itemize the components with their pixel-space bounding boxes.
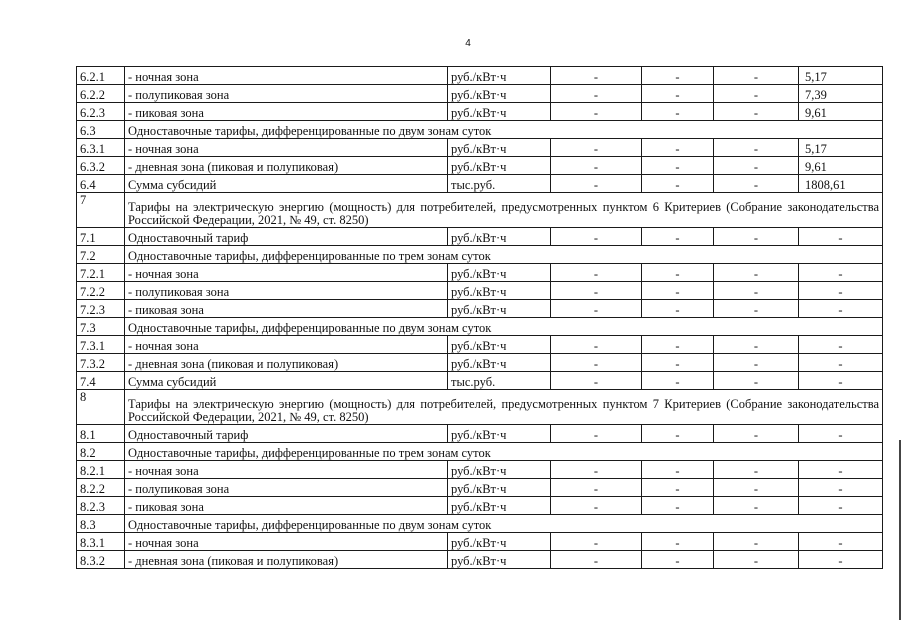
value-cell: - — [551, 85, 642, 103]
row-name: - дневная зона (пиковая и полупиковая) — [125, 551, 448, 569]
unit-cell: руб./кВт·ч — [448, 551, 551, 569]
value-cell: - — [642, 175, 714, 193]
value-cell: - — [551, 533, 642, 551]
table-row — [77, 336, 883, 354]
row-number: 7.1 — [77, 228, 125, 246]
value-cell: - — [714, 479, 799, 497]
row-number: 8.1 — [77, 425, 125, 443]
section-row — [77, 121, 883, 139]
value-cell: - — [551, 228, 642, 246]
row-number: 6.3.2 — [77, 157, 125, 175]
value-cell: - — [714, 300, 799, 318]
row-number: 8.2.3 — [77, 497, 125, 515]
value-cell: - — [799, 497, 883, 515]
value-cell: - — [714, 336, 799, 354]
value-cell: - — [714, 85, 799, 103]
value-cell: - — [714, 264, 799, 282]
value-cell: - — [799, 354, 883, 372]
table-row — [77, 372, 883, 390]
table-row — [77, 479, 883, 497]
value-cell: - — [551, 372, 642, 390]
value-cell: - — [551, 497, 642, 515]
table-row — [77, 551, 883, 569]
value-cell: - — [551, 103, 642, 121]
value-cell: - — [799, 300, 883, 318]
value-cell: - — [551, 157, 642, 175]
value-cell: 5,17 — [799, 67, 883, 85]
row-number: 7.2.2 — [77, 282, 125, 300]
row-name: - полупиковая зона — [125, 282, 448, 300]
value-cell: - — [551, 336, 642, 354]
row-number: 7.2.1 — [77, 264, 125, 282]
row-number: 6.2.1 — [77, 67, 125, 85]
row-number: 7.3.2 — [77, 354, 125, 372]
value-cell: - — [799, 264, 883, 282]
row-number: 8.2.2 — [77, 479, 125, 497]
section-row — [77, 390, 883, 425]
value-cell: - — [714, 461, 799, 479]
row-name: - ночная зона — [125, 533, 448, 551]
value-cell: - — [642, 372, 714, 390]
table-row — [77, 425, 883, 443]
value-cell: - — [799, 372, 883, 390]
unit-cell: руб./кВт·ч — [448, 103, 551, 121]
table-row — [77, 228, 883, 246]
unit-cell: тыс.руб. — [448, 175, 551, 193]
section-title: Одноставочные тарифы, дифференцированные по двум зонам суток — [125, 515, 883, 533]
value-cell: 9,61 — [799, 157, 883, 175]
row-number: 6.3 — [77, 121, 125, 139]
unit-cell: руб./кВт·ч — [448, 533, 551, 551]
value-cell: - — [714, 497, 799, 515]
value-cell: - — [799, 533, 883, 551]
value-cell: - — [714, 139, 799, 157]
value-cell: 9,61 — [799, 103, 883, 121]
section-title: Тарифы на электрическую энергию (мощность) для потребителей, предусмотренных пунктом 6 Критериев (Собрание законодательства Российской Федерации, 2021, № 49, ст. 8250) — [125, 193, 883, 228]
value-cell: - — [642, 67, 714, 85]
value-cell: - — [642, 497, 714, 515]
row-number: 8.3 — [77, 515, 125, 533]
table-row — [77, 533, 883, 551]
value-cell: - — [551, 139, 642, 157]
row-name: - ночная зона — [125, 139, 448, 157]
value-cell: - — [551, 551, 642, 569]
table-row — [77, 264, 883, 282]
row-number: 6.4 — [77, 175, 125, 193]
unit-cell: руб./кВт·ч — [448, 85, 551, 103]
table-row — [77, 497, 883, 515]
row-name: Одноставочный тариф — [125, 425, 448, 443]
unit-cell: руб./кВт·ч — [448, 497, 551, 515]
section-title: Одноставочные тарифы, дифференцированные по трем зонам суток — [125, 246, 883, 264]
value-cell: - — [551, 354, 642, 372]
row-number: 8.3.1 — [77, 533, 125, 551]
value-cell: - — [642, 461, 714, 479]
unit-cell: руб./кВт·ч — [448, 67, 551, 85]
row-name: - ночная зона — [125, 264, 448, 282]
unit-cell: руб./кВт·ч — [448, 282, 551, 300]
value-cell: - — [642, 282, 714, 300]
value-cell: - — [642, 479, 714, 497]
unit-cell: руб./кВт·ч — [448, 425, 551, 443]
value-cell: - — [714, 551, 799, 569]
value-cell: - — [714, 354, 799, 372]
row-number: 8.3.2 — [77, 551, 125, 569]
value-cell: - — [799, 425, 883, 443]
row-name: Сумма субсидий — [125, 175, 448, 193]
row-name: Одноставочный тариф — [125, 228, 448, 246]
value-cell: - — [799, 282, 883, 300]
value-cell: - — [551, 300, 642, 318]
value-cell: - — [551, 461, 642, 479]
table-row — [77, 85, 883, 103]
page-number: 4 — [465, 38, 471, 49]
row-number: 7.3 — [77, 318, 125, 336]
value-cell: - — [714, 425, 799, 443]
value-cell: - — [551, 264, 642, 282]
value-cell: 1808,61 — [799, 175, 883, 193]
unit-cell: тыс.руб. — [448, 372, 551, 390]
value-cell: - — [642, 533, 714, 551]
section-title: Одноставочные тарифы, дифференцированные по двум зонам суток — [125, 318, 883, 336]
value-cell: - — [642, 354, 714, 372]
section-row — [77, 443, 883, 461]
row-number: 8.2.1 — [77, 461, 125, 479]
row-number: 6.2.3 — [77, 103, 125, 121]
row-name: - дневная зона (пиковая и полупиковая) — [125, 354, 448, 372]
row-number: 7 — [77, 193, 125, 228]
unit-cell: руб./кВт·ч — [448, 479, 551, 497]
row-number: 8.2 — [77, 443, 125, 461]
table-row — [77, 354, 883, 372]
value-cell: 7,39 — [799, 85, 883, 103]
row-name: - полупиковая зона — [125, 479, 448, 497]
row-number: 7.4 — [77, 372, 125, 390]
value-cell: - — [551, 425, 642, 443]
table-row — [77, 139, 883, 157]
section-row — [77, 193, 883, 228]
row-name: - полупиковая зона — [125, 85, 448, 103]
value-cell: - — [551, 67, 642, 85]
scan-edge-mark — [899, 440, 901, 620]
row-name: - ночная зона — [125, 461, 448, 479]
row-name: - пиковая зона — [125, 497, 448, 515]
row-name: - ночная зона — [125, 67, 448, 85]
value-cell: - — [551, 479, 642, 497]
unit-cell: руб./кВт·ч — [448, 228, 551, 246]
value-cell: - — [799, 461, 883, 479]
row-number: 7.2.3 — [77, 300, 125, 318]
unit-cell: руб./кВт·ч — [448, 157, 551, 175]
row-number: 6.2.2 — [77, 85, 125, 103]
value-cell: - — [799, 336, 883, 354]
section-row — [77, 246, 883, 264]
unit-cell: руб./кВт·ч — [448, 264, 551, 282]
table-row — [77, 175, 883, 193]
row-number: 8 — [77, 390, 125, 425]
value-cell: - — [714, 282, 799, 300]
row-name: - пиковая зона — [125, 300, 448, 318]
row-name: - пиковая зона — [125, 103, 448, 121]
row-name: Сумма субсидий — [125, 372, 448, 390]
value-cell: 5,17 — [799, 139, 883, 157]
section-row — [77, 318, 883, 336]
section-row — [77, 515, 883, 533]
section-title: Одноставочные тарифы, дифференцированные по трем зонам суток — [125, 443, 883, 461]
unit-cell: руб./кВт·ч — [448, 354, 551, 372]
value-cell: - — [642, 139, 714, 157]
row-number: 6.3.1 — [77, 139, 125, 157]
table-row — [77, 103, 883, 121]
row-name: - ночная зона — [125, 336, 448, 354]
unit-cell: руб./кВт·ч — [448, 300, 551, 318]
value-cell: - — [642, 551, 714, 569]
value-cell: - — [799, 479, 883, 497]
unit-cell: руб./кВт·ч — [448, 461, 551, 479]
value-cell: - — [714, 157, 799, 175]
value-cell: - — [714, 533, 799, 551]
value-cell: - — [714, 372, 799, 390]
value-cell: - — [714, 228, 799, 246]
row-number: 7.3.1 — [77, 336, 125, 354]
section-title: Одноставочные тарифы, дифференцированные по двум зонам суток — [125, 121, 883, 139]
row-number: 7.2 — [77, 246, 125, 264]
value-cell: - — [642, 425, 714, 443]
value-cell: - — [551, 282, 642, 300]
section-title: Тарифы на электрическую энергию (мощность) для потребителей, предусмотренных пунктом 7 Критериев (Собрание законодательства Российской Федерации, 2021, № 49, ст. 8250) — [125, 390, 883, 425]
value-cell: - — [551, 175, 642, 193]
value-cell: - — [799, 228, 883, 246]
table-row — [77, 461, 883, 479]
value-cell: - — [642, 336, 714, 354]
value-cell: - — [642, 264, 714, 282]
unit-cell: руб./кВт·ч — [448, 139, 551, 157]
tariff-table — [76, 66, 883, 569]
value-cell: - — [642, 85, 714, 103]
value-cell: - — [642, 228, 714, 246]
value-cell: - — [642, 300, 714, 318]
value-cell: - — [714, 67, 799, 85]
row-name: - дневная зона (пиковая и полупиковая) — [125, 157, 448, 175]
table-row — [77, 67, 883, 85]
value-cell: - — [714, 175, 799, 193]
value-cell: - — [642, 103, 714, 121]
table-row — [77, 300, 883, 318]
unit-cell: руб./кВт·ч — [448, 336, 551, 354]
value-cell: - — [714, 103, 799, 121]
table-row — [77, 282, 883, 300]
tariff-table-body — [77, 67, 883, 569]
value-cell: - — [799, 551, 883, 569]
value-cell: - — [642, 157, 714, 175]
table-row — [77, 157, 883, 175]
